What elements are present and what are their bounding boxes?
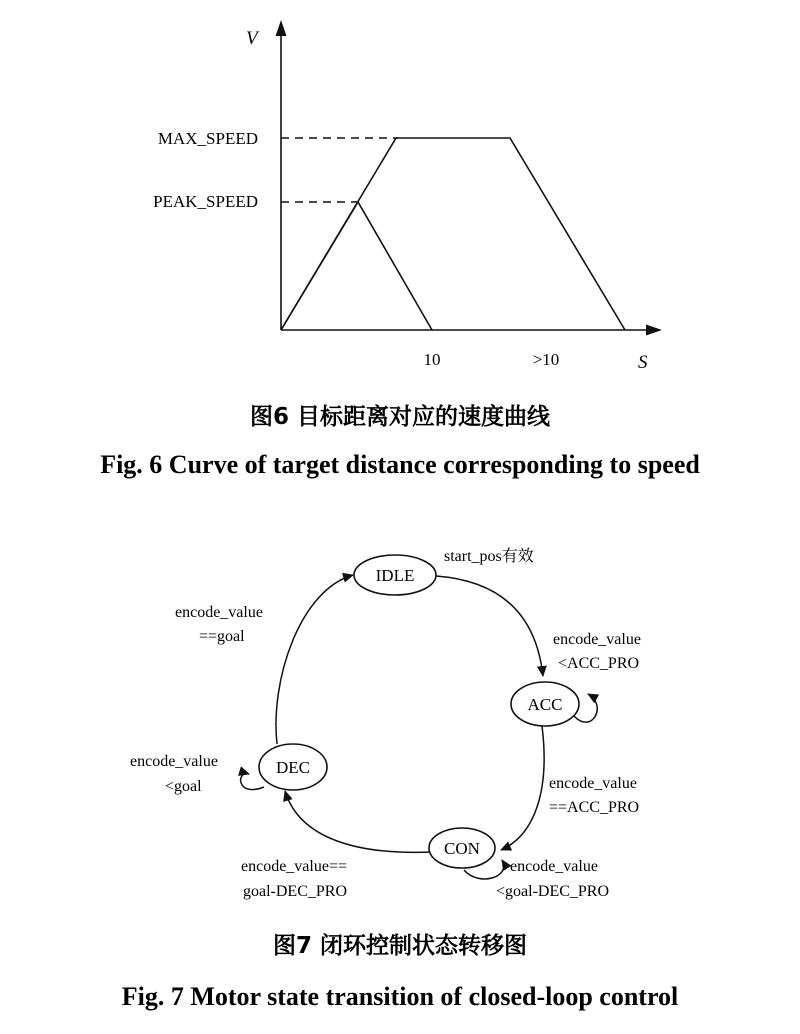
figure6-speed-curve — [100, 20, 700, 479]
figure6-caption-cn: 图6 目标距离对应的速度曲线 — [249, 404, 551, 430]
x-tick-greater-10: >10 — [532, 350, 560, 369]
transition-acc-to-con — [501, 726, 544, 850]
figure7-caption-en: Fig. 7 Motor state transition of closed-loop control — [121, 982, 679, 1011]
transition-con-to-dec — [285, 791, 432, 852]
state-acc — [511, 682, 579, 726]
label-con-to-dec-1: encode_value== — [241, 858, 347, 875]
y-axis-arrowhead — [276, 20, 287, 36]
peak-speed-label: PEAK_SPEED — [153, 192, 258, 211]
label-dec-to-idle-1: encode_value — [175, 604, 263, 621]
figure6-caption-en: Fig. 6 Curve of target distance corresponding to speed — [100, 450, 700, 479]
figure7-state-diagram — [122, 547, 679, 1011]
state-dec — [259, 744, 327, 790]
state-con — [429, 828, 495, 868]
label-dec-self-2: <goal — [165, 778, 202, 795]
state-acc-label: ACC — [527, 695, 563, 714]
trapezoid-profile — [281, 138, 625, 330]
label-dec-self-1: encode_value — [130, 753, 218, 770]
label-dec-to-idle-2: ==goal — [199, 628, 245, 645]
label-acc-to-con-1: encode_value — [549, 775, 637, 792]
x-tick-10: 10 — [423, 350, 441, 369]
label-acc-self-2: <ACC_PRO — [558, 655, 640, 672]
y-axis-label: V — [246, 28, 258, 49]
self-loop-dec — [241, 774, 264, 790]
state-dec-label: DEC — [276, 758, 310, 777]
label-con-self-1: encode_value — [510, 858, 598, 875]
figure7-caption-cn: 图7 闭环控制状态转移图 — [272, 933, 528, 959]
label-idle-to-acc: start_pos有效 — [444, 548, 534, 565]
label-acc-self-1: encode_value — [553, 631, 641, 648]
state-idle — [354, 555, 436, 595]
triangle-profile — [281, 202, 432, 330]
x-axis-label: S — [638, 352, 648, 373]
max-speed-label: MAX_SPEED — [157, 129, 258, 148]
label-acc-to-con-2: ==ACC_PRO — [549, 799, 640, 816]
label-con-self-2: <goal-DEC_PRO — [496, 883, 610, 900]
transition-idle-to-acc — [436, 576, 543, 676]
label-con-to-dec-2: goal-DEC_PRO — [243, 883, 347, 900]
transition-dec-to-idle — [276, 575, 353, 744]
x-axis-arrowhead — [646, 325, 662, 336]
state-idle-label: IDLE — [375, 566, 415, 585]
state-con-label: CON — [444, 839, 480, 858]
